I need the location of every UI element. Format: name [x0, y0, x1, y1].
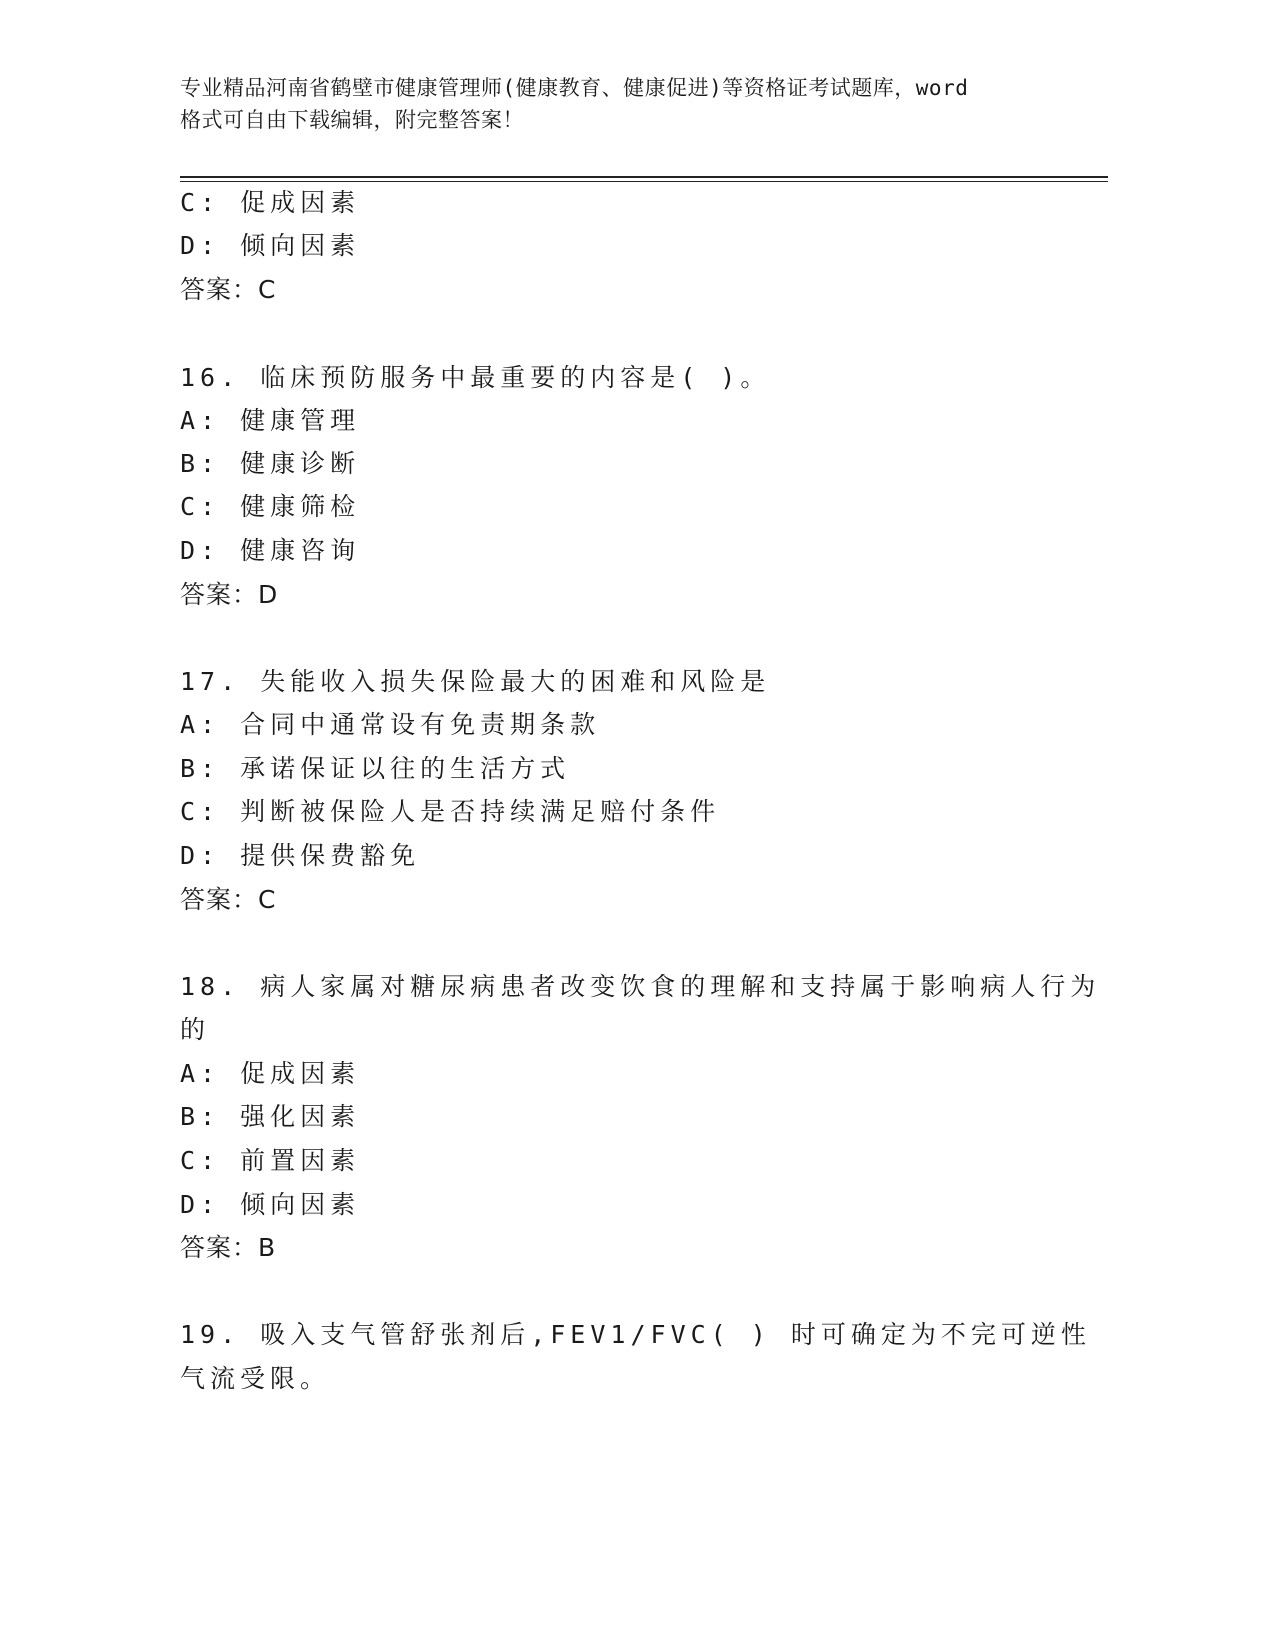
- q16-option-d: D: 健康咨询: [180, 536, 361, 565]
- q15-answer: 答案：C: [180, 275, 277, 304]
- header-line-2: 格式可自由下载编辑，附完整答案！: [180, 108, 524, 132]
- q17-option-a: A: 合同中通常设有免责期条款: [180, 710, 601, 739]
- q18-answer: 答案：B: [180, 1233, 277, 1262]
- q17-answer: 答案：C: [180, 885, 277, 914]
- q15-option-c: C: 促成因素: [180, 188, 361, 217]
- q15-option-d: D: 倾向因素: [180, 231, 361, 260]
- header-divider-thick: [180, 176, 1108, 178]
- q18-option-b: B: 强化因素: [180, 1102, 361, 1131]
- q18-option-a: A: 促成因素: [180, 1059, 361, 1088]
- header-line-1: 专业精品河南省鹤壁市健康管理师(健康教育、健康促进)等资格证考试题库，word: [180, 76, 969, 100]
- q16-option-b: B: 健康诊断: [180, 449, 361, 478]
- q16-option-a: A: 健康管理: [180, 406, 361, 435]
- q19-stem-line-1: 19. 吸入支气管舒张剂后,FEV1/FVC( ) 时可确定为不完可逆性: [180, 1320, 1091, 1349]
- q18-option-c: C: 前置因素: [180, 1146, 361, 1175]
- q17-option-d: D: 提供保费豁免: [180, 841, 421, 870]
- q16-answer: 答案：D: [180, 580, 279, 609]
- q17-stem: 17. 失能收入损失保险最大的困难和风险是: [180, 667, 771, 696]
- q18-stem-line-1: 18. 病人家属对糖尿病患者改变饮食的理解和支持属于影响病人行为: [180, 972, 1101, 1001]
- q16-option-c: C: 健康筛检: [180, 492, 361, 521]
- q18-option-d: D: 倾向因素: [180, 1190, 361, 1219]
- q18-stem-line-2: 的: [180, 1015, 211, 1044]
- q17-option-c: C: 判断被保险人是否持续满足赔付条件: [180, 797, 721, 826]
- q19-stem-line-2: 气流受限。: [180, 1364, 331, 1393]
- document-header: [180, 72, 1080, 136]
- q17-option-b: B: 承诺保证以往的生活方式: [180, 754, 571, 783]
- header-divider-thin: [180, 181, 1108, 182]
- q16-stem: 16. 临床预防服务中最重要的内容是( )。: [180, 363, 771, 392]
